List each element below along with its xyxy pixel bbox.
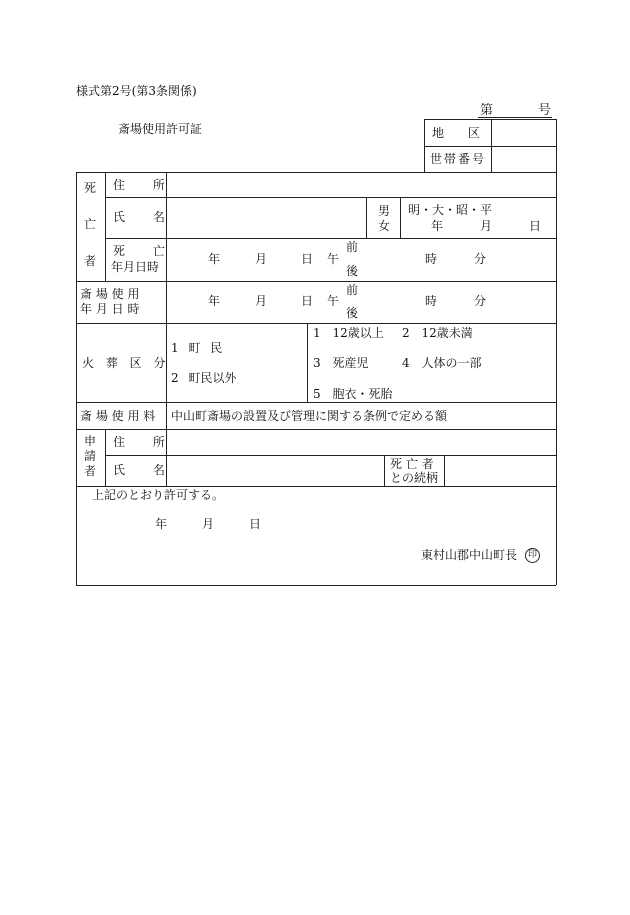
group-column-line-deceased: [105, 172, 106, 281]
use-datetime-label-line2: 年 月 日 時: [80, 302, 140, 316]
use-day-unit: 日: [301, 294, 314, 308]
use-ampm-bottom: 後: [346, 306, 359, 320]
death-minute-unit: 分: [474, 252, 487, 266]
deceased-address-label: 住 所: [113, 178, 177, 192]
death-month-unit: 月: [255, 252, 268, 266]
deceased-group-char-1: 死: [84, 181, 97, 195]
applicant-address-label: 住 所: [113, 435, 177, 449]
number-underline: [478, 117, 552, 118]
table-bottom: [76, 585, 556, 586]
relation-label-line2: との続柄: [390, 471, 439, 485]
household-number-label: 世帯番号: [430, 152, 487, 166]
usage-fee-label: 斎 場 使 用 料: [80, 409, 156, 423]
cremation-split-line: [307, 323, 308, 402]
sex-column-left: [366, 197, 367, 238]
use-hour-unit: 時: [425, 294, 438, 308]
cremation-type-body-part[interactable]: 4 人体の一部: [402, 356, 482, 370]
table-right: [556, 172, 557, 585]
approval-month-unit: 月: [202, 517, 215, 531]
deceased-address-field[interactable]: [167, 173, 555, 196]
use-month-unit: 月: [255, 294, 268, 308]
residence-option-resident[interactable]: 1 町 民: [171, 341, 223, 355]
death-day-unit: 日: [301, 252, 314, 266]
district-box-right: [556, 119, 557, 172]
household-number-value-cell[interactable]: [492, 147, 555, 171]
document-title: 斎場使用許可証: [118, 122, 203, 136]
group-column-line-applicant: [105, 429, 106, 486]
seal-mark: 印: [525, 548, 540, 563]
applicant-group-char-2: 請: [83, 449, 96, 463]
cremation-type-under-12[interactable]: 2 12歳未満: [402, 326, 473, 340]
residence-option-nonresident[interactable]: 2 町民以外: [171, 371, 237, 385]
sex-label-female: 女: [378, 219, 391, 233]
death-ampm-bottom: 後: [346, 264, 359, 278]
cremation-category-label: 火 葬 区 分: [82, 356, 170, 370]
issuer-name: 東村山郡中山町長: [421, 548, 518, 562]
row-line-5: [76, 402, 556, 403]
death-hour-unit: 時: [425, 252, 438, 266]
use-datetime-label-line1: 斎 場 使 用: [80, 287, 140, 301]
birth-year-unit: 年: [431, 219, 444, 233]
relation-column-left: [384, 455, 385, 486]
death-datetime-label-line2: 年月日時: [111, 260, 160, 274]
row-line-8: [76, 486, 556, 487]
cremation-type-placenta[interactable]: 5 胞衣・死胎: [313, 387, 393, 401]
applicant-group-char-3: 者: [83, 464, 96, 478]
birth-era-options: 明・大・昭・平: [408, 203, 493, 217]
cremation-type-stillborn[interactable]: 3 死産児: [313, 356, 369, 370]
birth-day-unit: 日: [529, 219, 542, 233]
applicant-group-char-1: 申: [83, 434, 96, 448]
death-datetime-label-line1: 死 亡: [113, 244, 177, 258]
relation-field[interactable]: [445, 456, 555, 485]
deceased-group-char-2: 亡: [84, 217, 97, 231]
use-year-unit: 年: [208, 294, 221, 308]
deceased-name-field[interactable]: [167, 198, 365, 237]
approval-statement: 上記のとおり許可する。: [92, 488, 225, 502]
number-suffix: 号: [538, 103, 552, 118]
sex-label-male: 男: [378, 204, 391, 218]
deceased-group-char-3: 者: [84, 254, 97, 268]
relation-label-line1: 死 亡 者: [390, 457, 434, 471]
death-year-unit: 年: [208, 252, 221, 266]
usage-fee-value: 中山町斎場の設置及び管理に関する条例で定める額: [171, 409, 448, 423]
cremation-type-over-12[interactable]: 1 12歳以上: [313, 326, 384, 340]
use-ampm-top: 前: [346, 283, 359, 297]
district-value-cell[interactable]: [492, 120, 555, 145]
row-line-3: [76, 281, 556, 282]
applicant-address-field[interactable]: [167, 430, 555, 454]
applicant-group-label: [83, 434, 97, 479]
applicant-name-field[interactable]: [167, 456, 383, 485]
deceased-name-label: 氏 名: [113, 210, 177, 224]
form-label: 様式第2号(第3条関係): [76, 84, 197, 98]
row-line-4: [76, 323, 556, 324]
table-left: [76, 172, 77, 585]
use-minute-unit: 分: [474, 294, 487, 308]
applicant-name-label: 氏 名: [113, 463, 177, 477]
sex-column-right: [400, 197, 401, 238]
row-line-2: [105, 238, 556, 239]
use-ampm-mid: 午: [327, 294, 340, 308]
approval-day-unit: 日: [249, 517, 262, 531]
death-ampm-top: 前: [346, 240, 359, 254]
district-box-left: [424, 119, 425, 172]
number-prefix: 第: [480, 103, 494, 118]
death-ampm-mid: 午: [327, 252, 340, 266]
approval-year-unit: 年: [155, 517, 168, 531]
birth-month-unit: 月: [480, 219, 493, 233]
district-label: 地 区: [432, 126, 490, 140]
